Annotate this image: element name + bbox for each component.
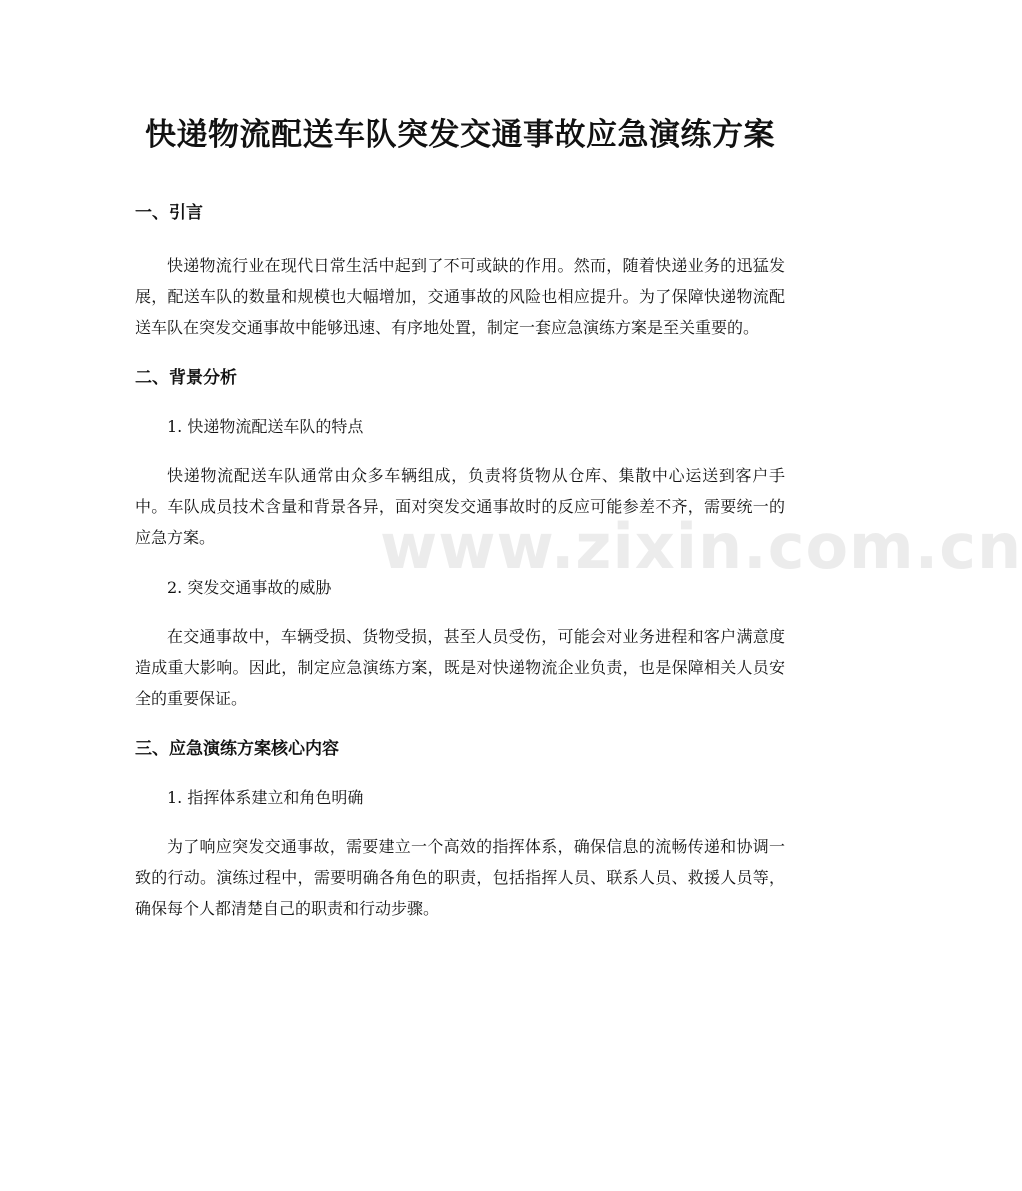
- watermark: www.zixin.com.cn: [380, 510, 1022, 583]
- section-heading-core-content: 三、应急演练方案核心内容: [135, 739, 339, 759]
- fleet-features-paragraph: 快递物流配送车队通常由众多车辆组成，负责将货物从仓库、集散中心运送到客户手中。车队成员技术含量和背景各异，面对突发交通事故时的反应可能参差不齐，需要统一的应急方案。: [135, 466, 785, 547]
- section-heading-background: 二、背景分析: [135, 368, 237, 388]
- subsection-heading-accident-threat: 2. 突发交通事故的威胁: [167, 578, 332, 597]
- document-title: 快递物流配送车队突发交通事故应急演练方案: [145, 117, 775, 153]
- subsection-heading-command-system: 1. 指挥体系建立和角色明确: [167, 788, 364, 807]
- command-system-paragraph: 为了响应突发交通事故，需要建立一个高效的指挥体系，确保信息的流畅传递和协调一致的行动。演练过程中，需要明确各角色的职责，包括指挥人员、联系人员、救援人员等，确保每个人都清楚自己的职责和行动步骤。: [135, 837, 785, 918]
- introduction-paragraph: 快递物流行业在现代日常生活中起到了不可或缺的作用。然而，随着快递业务的迅猛发展，配送车队的数量和规模也大幅增加，交通事故的风险也相应提升。为了保障快递物流配送车队在突发交通事故中能够迅速、有序地处置，制定一套应急演练方案是至关重要的。: [135, 256, 785, 337]
- accident-threat-paragraph: 在交通事故中，车辆受损、货物受损，甚至人员受伤，可能会对业务进程和客户满意度造成重大影响。因此，制定应急演练方案，既是对快递物流企业负责，也是保障相关人员安全的重要保证。: [135, 627, 785, 708]
- section-heading-introduction: 一、引言: [135, 203, 203, 223]
- subsection-heading-fleet-features: 1. 快递物流配送车队的特点: [167, 417, 364, 436]
- document-body: [135, 105, 785, 947]
